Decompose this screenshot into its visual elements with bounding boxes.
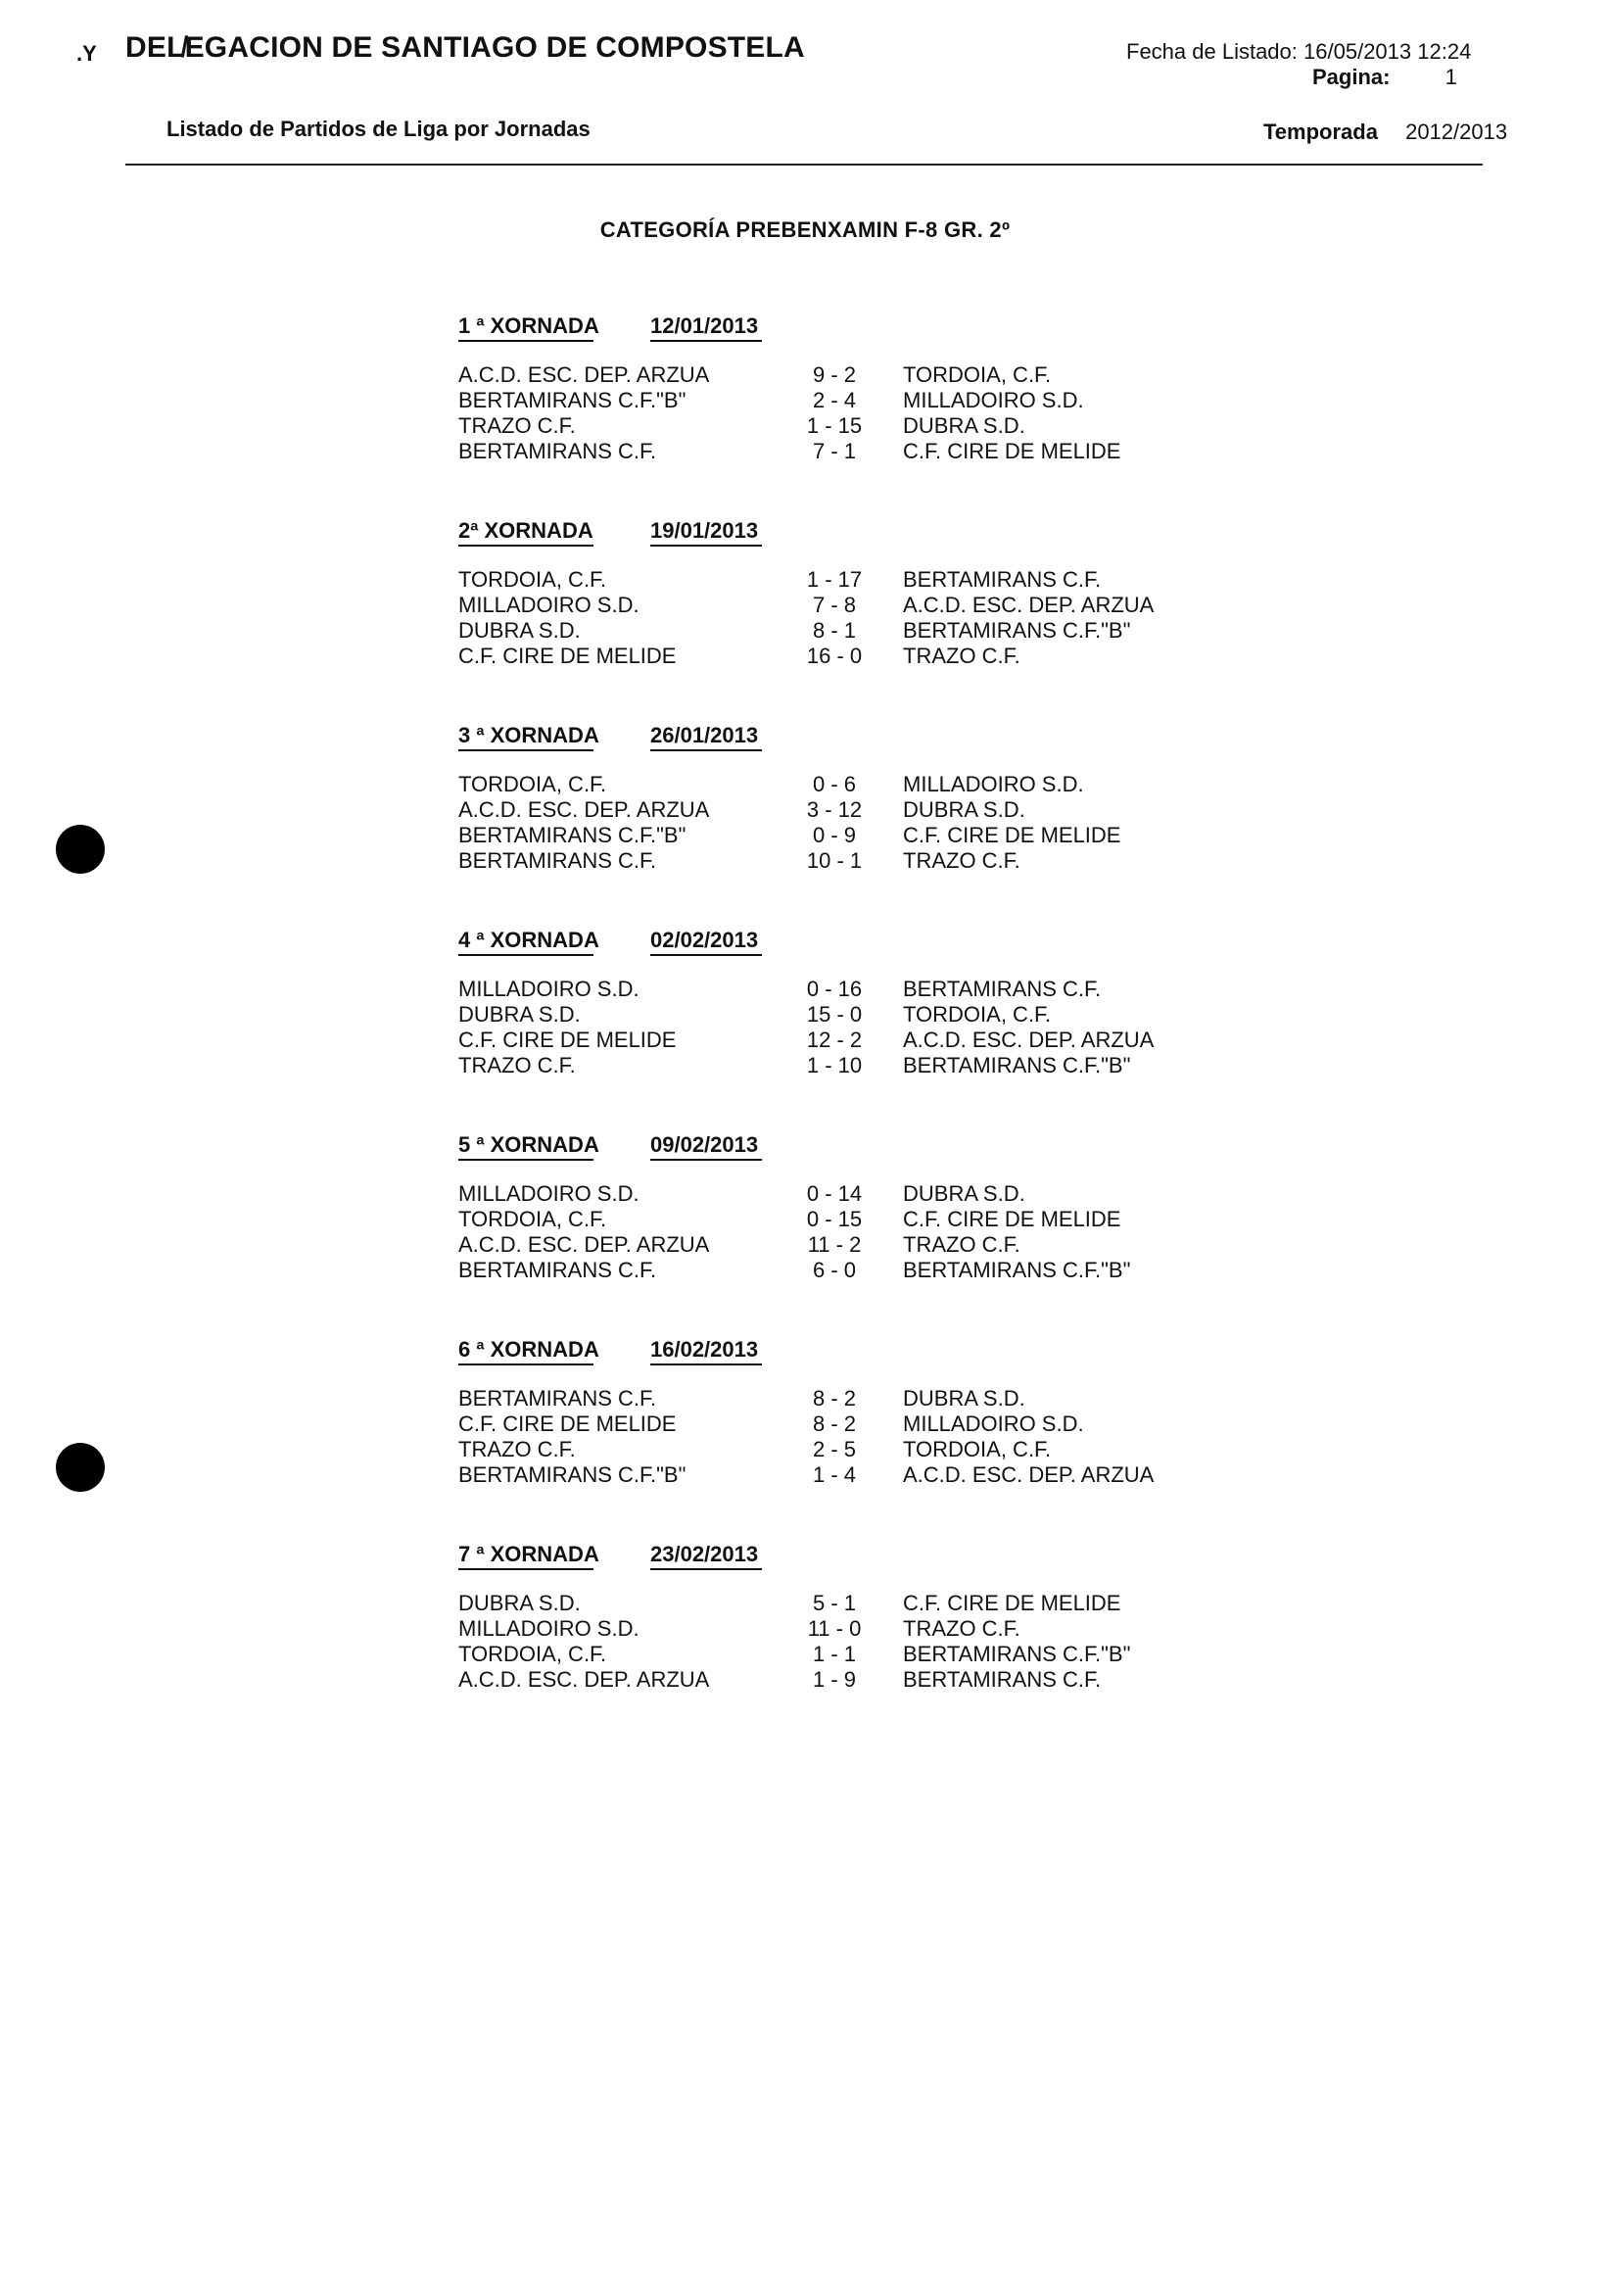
home-team: MILLADOIRO S.D. bbox=[458, 1181, 639, 1206]
match-score: 15 - 0 bbox=[806, 1002, 863, 1027]
home-team: MILLADOIRO S.D. bbox=[458, 1616, 639, 1641]
match-score: 7 - 8 bbox=[812, 593, 857, 617]
home-team: C.F. CIRE DE MELIDE bbox=[458, 1411, 677, 1436]
match-score: 8 - 2 bbox=[812, 1411, 857, 1436]
season-value: 2012/2013 bbox=[1405, 120, 1508, 144]
match-row bbox=[458, 848, 1203, 874]
match-score: 16 - 0 bbox=[806, 644, 863, 668]
away-team: TRAZO C.F. bbox=[903, 1616, 1020, 1641]
season bbox=[1263, 120, 1507, 145]
match-row bbox=[458, 362, 1203, 388]
match-row bbox=[458, 1028, 1203, 1053]
match-row bbox=[458, 439, 1203, 464]
away-team: BERTAMIRANS C.F."B" bbox=[903, 618, 1131, 643]
home-team: DUBRA S.D. bbox=[458, 1002, 581, 1027]
round-name: 4 ª XORNADA bbox=[458, 928, 593, 956]
round-block bbox=[458, 518, 1203, 669]
home-team: TRAZO C.F. bbox=[458, 1437, 576, 1461]
home-team: TORDOIA, C.F. bbox=[458, 772, 607, 796]
round-date: 19/01/2013 bbox=[650, 518, 762, 547]
away-team: A.C.D. ESC. DEP. ARZUA bbox=[903, 593, 1155, 617]
match-row bbox=[458, 1642, 1203, 1667]
match-score: 10 - 1 bbox=[806, 848, 863, 873]
home-team: TRAZO C.F. bbox=[458, 413, 576, 438]
match-row bbox=[458, 1181, 1203, 1207]
round-date: 23/02/2013 bbox=[650, 1542, 762, 1570]
away-team: TORDOIA, C.F. bbox=[903, 362, 1052, 387]
round-header bbox=[458, 518, 1203, 544]
round-header bbox=[458, 1542, 1203, 1567]
match-row bbox=[458, 1411, 1203, 1437]
match-row bbox=[458, 1437, 1203, 1462]
match-row bbox=[458, 1616, 1203, 1642]
header-divider bbox=[125, 164, 1483, 166]
home-team: A.C.D. ESC. DEP. ARZUA bbox=[458, 1667, 710, 1692]
home-team: C.F. CIRE DE MELIDE bbox=[458, 1028, 677, 1052]
round-block bbox=[458, 1132, 1203, 1283]
match-score: 11 - 2 bbox=[807, 1232, 862, 1257]
match-row bbox=[458, 1258, 1203, 1283]
match-row bbox=[458, 644, 1203, 669]
round-date: 02/02/2013 bbox=[650, 928, 762, 956]
page-number-label: Pagina: bbox=[1312, 65, 1391, 89]
round-name: 1 ª XORNADA bbox=[458, 313, 593, 342]
home-team: TORDOIA, C.F. bbox=[458, 1207, 607, 1231]
round-date: 16/02/2013 bbox=[650, 1337, 762, 1365]
match-row bbox=[458, 388, 1203, 413]
away-team: C.F. CIRE DE MELIDE bbox=[903, 1207, 1121, 1231]
match-score: 1 - 15 bbox=[806, 413, 863, 438]
match-score: 1 - 9 bbox=[812, 1667, 857, 1692]
match-row bbox=[458, 413, 1203, 439]
match-row bbox=[458, 1053, 1203, 1078]
match-score: 7 - 1 bbox=[812, 439, 857, 463]
home-team: MILLADOIRO S.D. bbox=[458, 977, 639, 1001]
match-row bbox=[458, 1462, 1203, 1488]
round-name: 5 ª XORNADA bbox=[458, 1132, 593, 1161]
home-team: BERTAMIRANS C.F."B" bbox=[458, 823, 687, 847]
home-team: BERTAMIRANS C.F. bbox=[458, 439, 657, 463]
punch-hole bbox=[56, 1443, 105, 1492]
match-score: 8 - 1 bbox=[812, 618, 857, 643]
away-team: DUBRA S.D. bbox=[903, 1181, 1025, 1206]
match-row bbox=[458, 1386, 1203, 1411]
match-list bbox=[458, 567, 1203, 669]
match-list bbox=[458, 1386, 1203, 1488]
match-score: 1 - 10 bbox=[806, 1053, 863, 1077]
round-header bbox=[458, 1337, 1203, 1363]
match-row bbox=[458, 1207, 1203, 1232]
away-team: MILLADOIRO S.D. bbox=[903, 1411, 1084, 1436]
home-team: DUBRA S.D. bbox=[458, 1591, 581, 1615]
scan-mark: .Y bbox=[76, 41, 97, 66]
round-block bbox=[458, 928, 1203, 1078]
match-row bbox=[458, 823, 1203, 848]
match-row bbox=[458, 618, 1203, 644]
match-score: 11 - 0 bbox=[807, 1616, 862, 1641]
match-list bbox=[458, 772, 1203, 874]
match-score: 6 - 0 bbox=[812, 1258, 857, 1282]
away-team: TRAZO C.F. bbox=[903, 848, 1020, 873]
match-score: 12 - 2 bbox=[806, 1028, 863, 1052]
match-score: 9 - 2 bbox=[812, 362, 857, 387]
home-team: BERTAMIRANS C.F."B" bbox=[458, 388, 687, 412]
match-row bbox=[458, 1002, 1203, 1028]
away-team: MILLADOIRO S.D. bbox=[903, 772, 1084, 796]
match-score: 2 - 5 bbox=[812, 1437, 857, 1461]
match-row bbox=[458, 1232, 1203, 1258]
match-score: 3 - 12 bbox=[806, 797, 863, 822]
match-score: 0 - 16 bbox=[806, 977, 863, 1001]
document-subtitle: Listado de Partidos de Liga por Jornadas bbox=[166, 117, 591, 141]
home-team: A.C.D. ESC. DEP. ARZUA bbox=[458, 362, 710, 387]
away-team: C.F. CIRE DE MELIDE bbox=[903, 439, 1121, 463]
match-row bbox=[458, 1591, 1203, 1616]
match-row bbox=[458, 977, 1203, 1002]
match-list bbox=[458, 977, 1203, 1078]
home-team: A.C.D. ESC. DEP. ARZUA bbox=[458, 1232, 710, 1257]
round-block bbox=[458, 313, 1203, 464]
match-score: 0 - 9 bbox=[812, 823, 857, 847]
away-team: BERTAMIRANS C.F."B" bbox=[903, 1258, 1131, 1282]
away-team: BERTAMIRANS C.F. bbox=[903, 567, 1102, 592]
round-header bbox=[458, 313, 1203, 339]
match-score: 0 - 15 bbox=[806, 1207, 863, 1231]
home-team: MILLADOIRO S.D. bbox=[458, 593, 639, 617]
round-date: 26/01/2013 bbox=[650, 723, 762, 751]
round-date: 09/02/2013 bbox=[650, 1132, 762, 1161]
round-date: 12/01/2013 bbox=[650, 313, 762, 342]
match-score: 0 - 6 bbox=[812, 772, 857, 796]
home-team: BERTAMIRANS C.F. bbox=[458, 1386, 657, 1411]
home-team: BERTAMIRANS C.F."B" bbox=[458, 1462, 687, 1487]
listing-date-label: Fecha de Listado: bbox=[1126, 39, 1298, 64]
away-team: TRAZO C.F. bbox=[903, 1232, 1020, 1257]
round-header bbox=[458, 723, 1203, 748]
match-row bbox=[458, 593, 1203, 618]
round-name: 2ª XORNADA bbox=[458, 518, 593, 547]
round-block bbox=[458, 723, 1203, 874]
away-team: DUBRA S.D. bbox=[903, 1386, 1025, 1411]
home-team: BERTAMIRANS C.F. bbox=[458, 1258, 657, 1282]
away-team: DUBRA S.D. bbox=[903, 413, 1025, 438]
page-number-value: 1 bbox=[1444, 65, 1457, 89]
match-row bbox=[458, 772, 1203, 797]
round-name: 7 ª XORNADA bbox=[458, 1542, 593, 1570]
away-team: BERTAMIRANS C.F."B" bbox=[903, 1053, 1131, 1077]
home-team: BERTAMIRANS C.F. bbox=[458, 848, 657, 873]
away-team: C.F. CIRE DE MELIDE bbox=[903, 823, 1121, 847]
away-team: A.C.D. ESC. DEP. ARZUA bbox=[903, 1028, 1155, 1052]
match-score: 1 - 4 bbox=[812, 1462, 857, 1487]
season-label: Temporada bbox=[1263, 120, 1378, 144]
match-score: 2 - 4 bbox=[812, 388, 857, 412]
match-list bbox=[458, 1181, 1203, 1283]
match-row bbox=[458, 567, 1203, 593]
home-team: DUBRA S.D. bbox=[458, 618, 581, 643]
match-row bbox=[458, 797, 1203, 823]
home-team: TORDOIA, C.F. bbox=[458, 1642, 607, 1666]
organization-title: DEL̸EGACION DE SANTIAGO DE COMPOSTELA bbox=[125, 31, 805, 64]
match-score: 5 - 1 bbox=[812, 1591, 857, 1615]
round-header bbox=[458, 1132, 1203, 1158]
away-team: MILLADOIRO S.D. bbox=[903, 388, 1084, 412]
away-team: BERTAMIRANS C.F. bbox=[903, 977, 1102, 1001]
round-block bbox=[458, 1542, 1203, 1693]
home-team: C.F. CIRE DE MELIDE bbox=[458, 644, 677, 668]
punch-hole bbox=[56, 825, 105, 874]
home-team: TRAZO C.F. bbox=[458, 1053, 576, 1077]
round-name: 3 ª XORNADA bbox=[458, 723, 593, 751]
match-row bbox=[458, 1667, 1203, 1693]
away-team: C.F. CIRE DE MELIDE bbox=[903, 1591, 1121, 1615]
away-team: BERTAMIRANS C.F."B" bbox=[903, 1642, 1131, 1666]
page-number bbox=[1312, 65, 1457, 90]
match-list bbox=[458, 362, 1203, 464]
match-score: 1 - 1 bbox=[812, 1642, 857, 1666]
listing-date bbox=[1126, 39, 1471, 65]
away-team: TORDOIA, C.F. bbox=[903, 1002, 1052, 1027]
away-team: BERTAMIRANS C.F. bbox=[903, 1667, 1102, 1692]
away-team: TORDOIA, C.F. bbox=[903, 1437, 1052, 1461]
round-header bbox=[458, 928, 1203, 953]
listing-date-value: 16/05/2013 12:24 bbox=[1303, 39, 1472, 64]
away-team: DUBRA S.D. bbox=[903, 797, 1025, 822]
match-score: 0 - 14 bbox=[806, 1181, 863, 1206]
match-list bbox=[458, 1591, 1203, 1693]
away-team: A.C.D. ESC. DEP. ARZUA bbox=[903, 1462, 1155, 1487]
category-title: CATEGORÍA PREBENXAMIN F-8 GR. 2º bbox=[599, 217, 1011, 242]
away-team: TRAZO C.F. bbox=[903, 644, 1020, 668]
match-score: 1 - 17 bbox=[806, 567, 863, 592]
match-score: 8 - 2 bbox=[812, 1386, 857, 1411]
home-team: A.C.D. ESC. DEP. ARZUA bbox=[458, 797, 710, 822]
round-name: 6 ª XORNADA bbox=[458, 1337, 593, 1365]
home-team: TORDOIA, C.F. bbox=[458, 567, 607, 592]
round-block bbox=[458, 1337, 1203, 1488]
